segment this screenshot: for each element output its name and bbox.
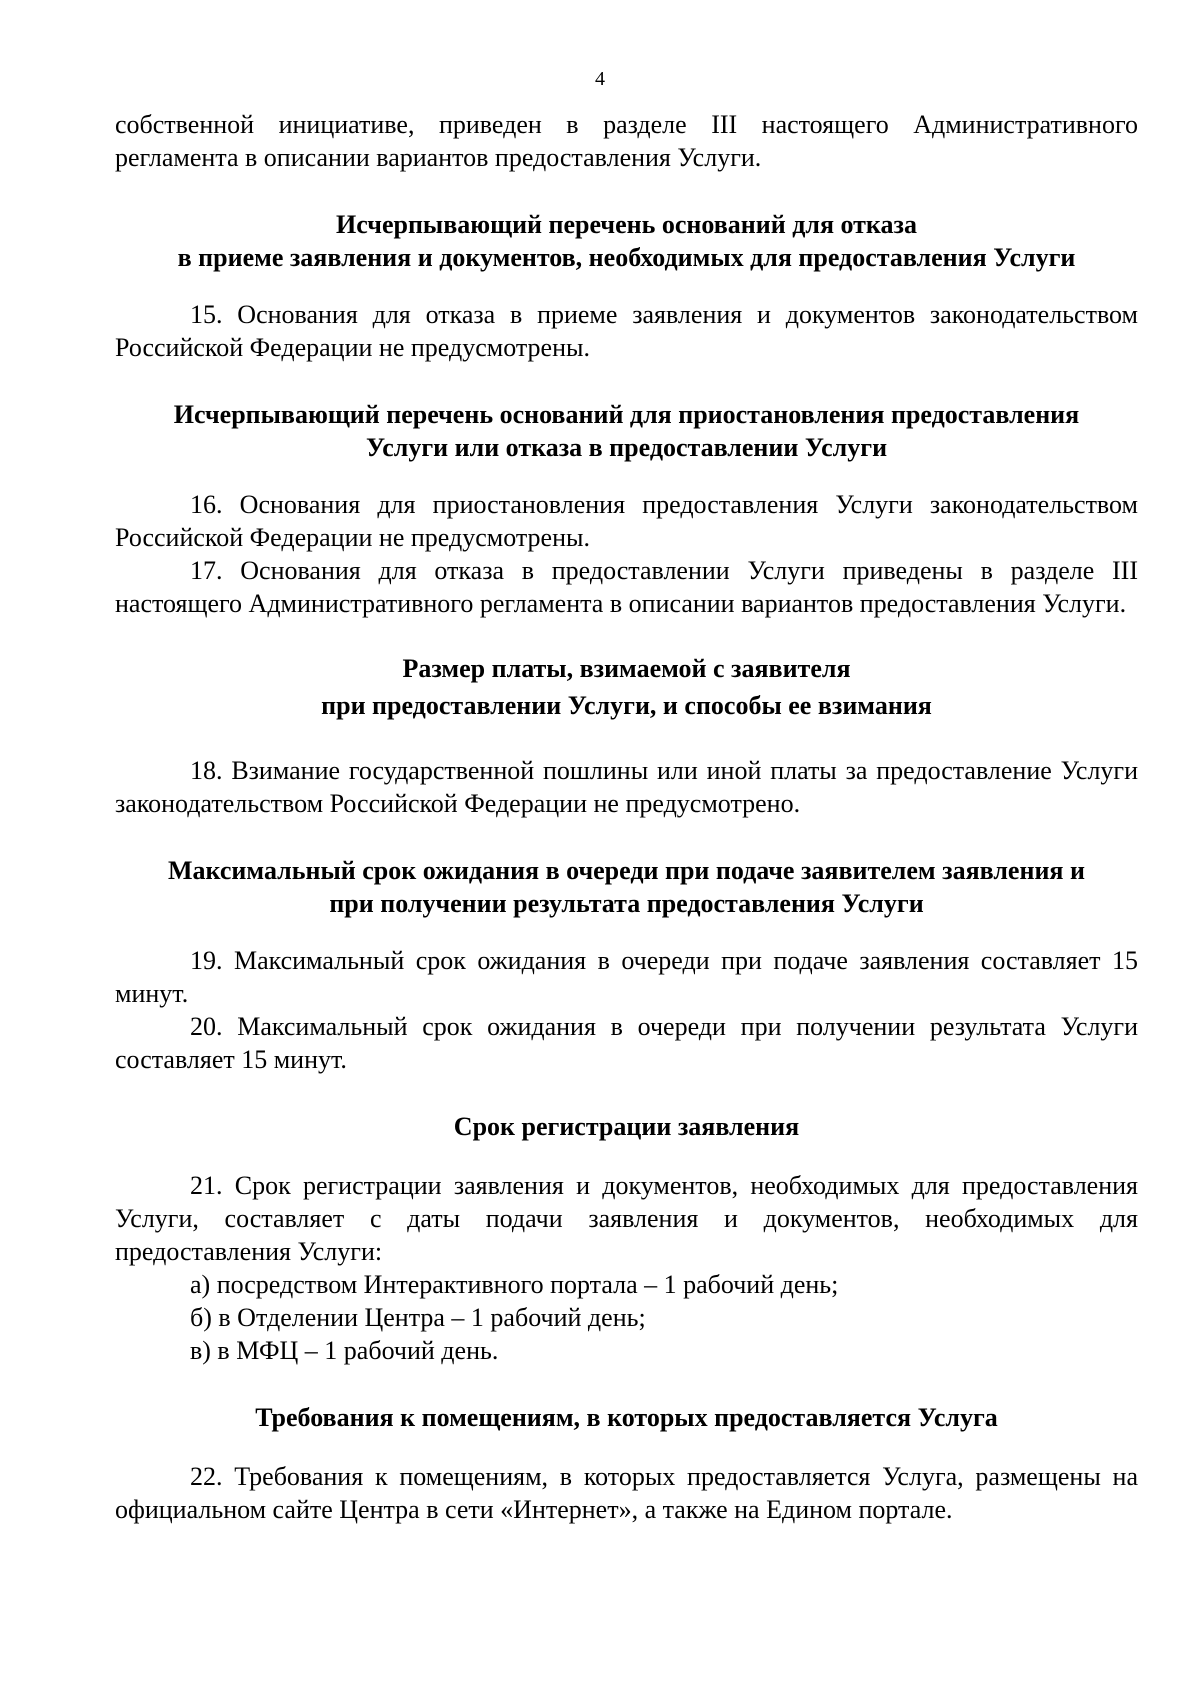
paragraph-16: 16. Основания для приостановления предоставления Услуги законодательством Российской Федерации не предусмотрены. — [115, 490, 1138, 552]
paragraph-15: 15. Основания для отказа в приеме заявления и документов законодательством Российской Федерации не предусмотрены. — [115, 300, 1138, 362]
heading-line: Максимальный срок ожидания в очереди при подаче заявителем заявления и — [168, 856, 1085, 885]
intro-paragraph: собственной инициативе, приведен в разделе III настоящего Административного регламента в описании вариантов предоставления Услуги. — [115, 110, 1138, 172]
section-heading — [115, 1401, 1138, 1434]
section-queue-time — [115, 854, 1138, 1076]
list-item: в) в МФЦ – 1 рабочий день. — [190, 1336, 499, 1365]
section-fee — [115, 652, 1138, 820]
section-premises — [115, 1401, 1138, 1526]
paragraph-21: 21. Срок регистрации заявления и документов, необходимых для предоставления Услуги, составляет с даты подачи заявления и документов, необходимых для предоставления Услуги: — [115, 1171, 1138, 1266]
paragraph-22: 22. Требования к помещениям, в которых предоставляется Услуга, размещены на официальном сайте Центра в сети «Интернет», а также на Едином портале. — [115, 1462, 1138, 1524]
document-body — [115, 108, 1138, 1526]
paragraph-19: 19. Максимальный срок ожидания в очереди при подаче заявления составляет 15 минут. — [115, 946, 1138, 1008]
page-number: 4 — [595, 68, 605, 90]
paragraph-17: 17. Основания для отказа в предоставлении Услуги приведены в разделе III настоящего Административного регламента в описании вариантов предоставления Услуги. — [115, 556, 1138, 618]
section-heading — [115, 652, 1138, 722]
paragraph-18: 18. Взимание государственной пошлины или иной платы за предоставление Услуги законодательством Российской Федерации не предусмотрено. — [115, 756, 1138, 818]
heading-line: при предоставлении Услуги, и способы ее взимания — [321, 691, 932, 720]
list-item: а) посредством Интерактивного портала – 1 рабочий день; — [190, 1270, 839, 1299]
heading-line: Услуги или отказа в предоставлении Услуги — [365, 433, 888, 462]
section-heading — [115, 1110, 1138, 1143]
heading-line: Исчерпывающий перечень оснований для отказа — [336, 210, 917, 239]
section-registration-term — [115, 1110, 1138, 1367]
list-item: б) в Отделении Центра – 1 рабочий день; — [190, 1303, 646, 1332]
section-heading — [115, 398, 1138, 464]
section-suspension-refusal — [115, 398, 1138, 620]
heading-line: Срок регистрации заявления — [453, 1112, 800, 1141]
paragraph-20: 20. Максимальный срок ожидания в очереди при получении результата Услуги составляет 15 минут. — [115, 1012, 1138, 1074]
heading-line: Исчерпывающий перечень оснований для приостановления предоставления — [173, 400, 1080, 429]
heading-line: Требования к помещениям, в которых предоставляется Услуга — [255, 1403, 998, 1432]
heading-line: в приеме заявления и документов, необходимых для предоставления Услуги — [177, 243, 1076, 272]
heading-line: при получении результата предоставления Услуги — [329, 889, 924, 918]
section-heading — [115, 208, 1138, 274]
heading-line: Размер платы, взимаемой с заявителя — [402, 654, 851, 683]
section-heading — [115, 854, 1138, 920]
section-refusal-acceptance — [115, 208, 1138, 364]
